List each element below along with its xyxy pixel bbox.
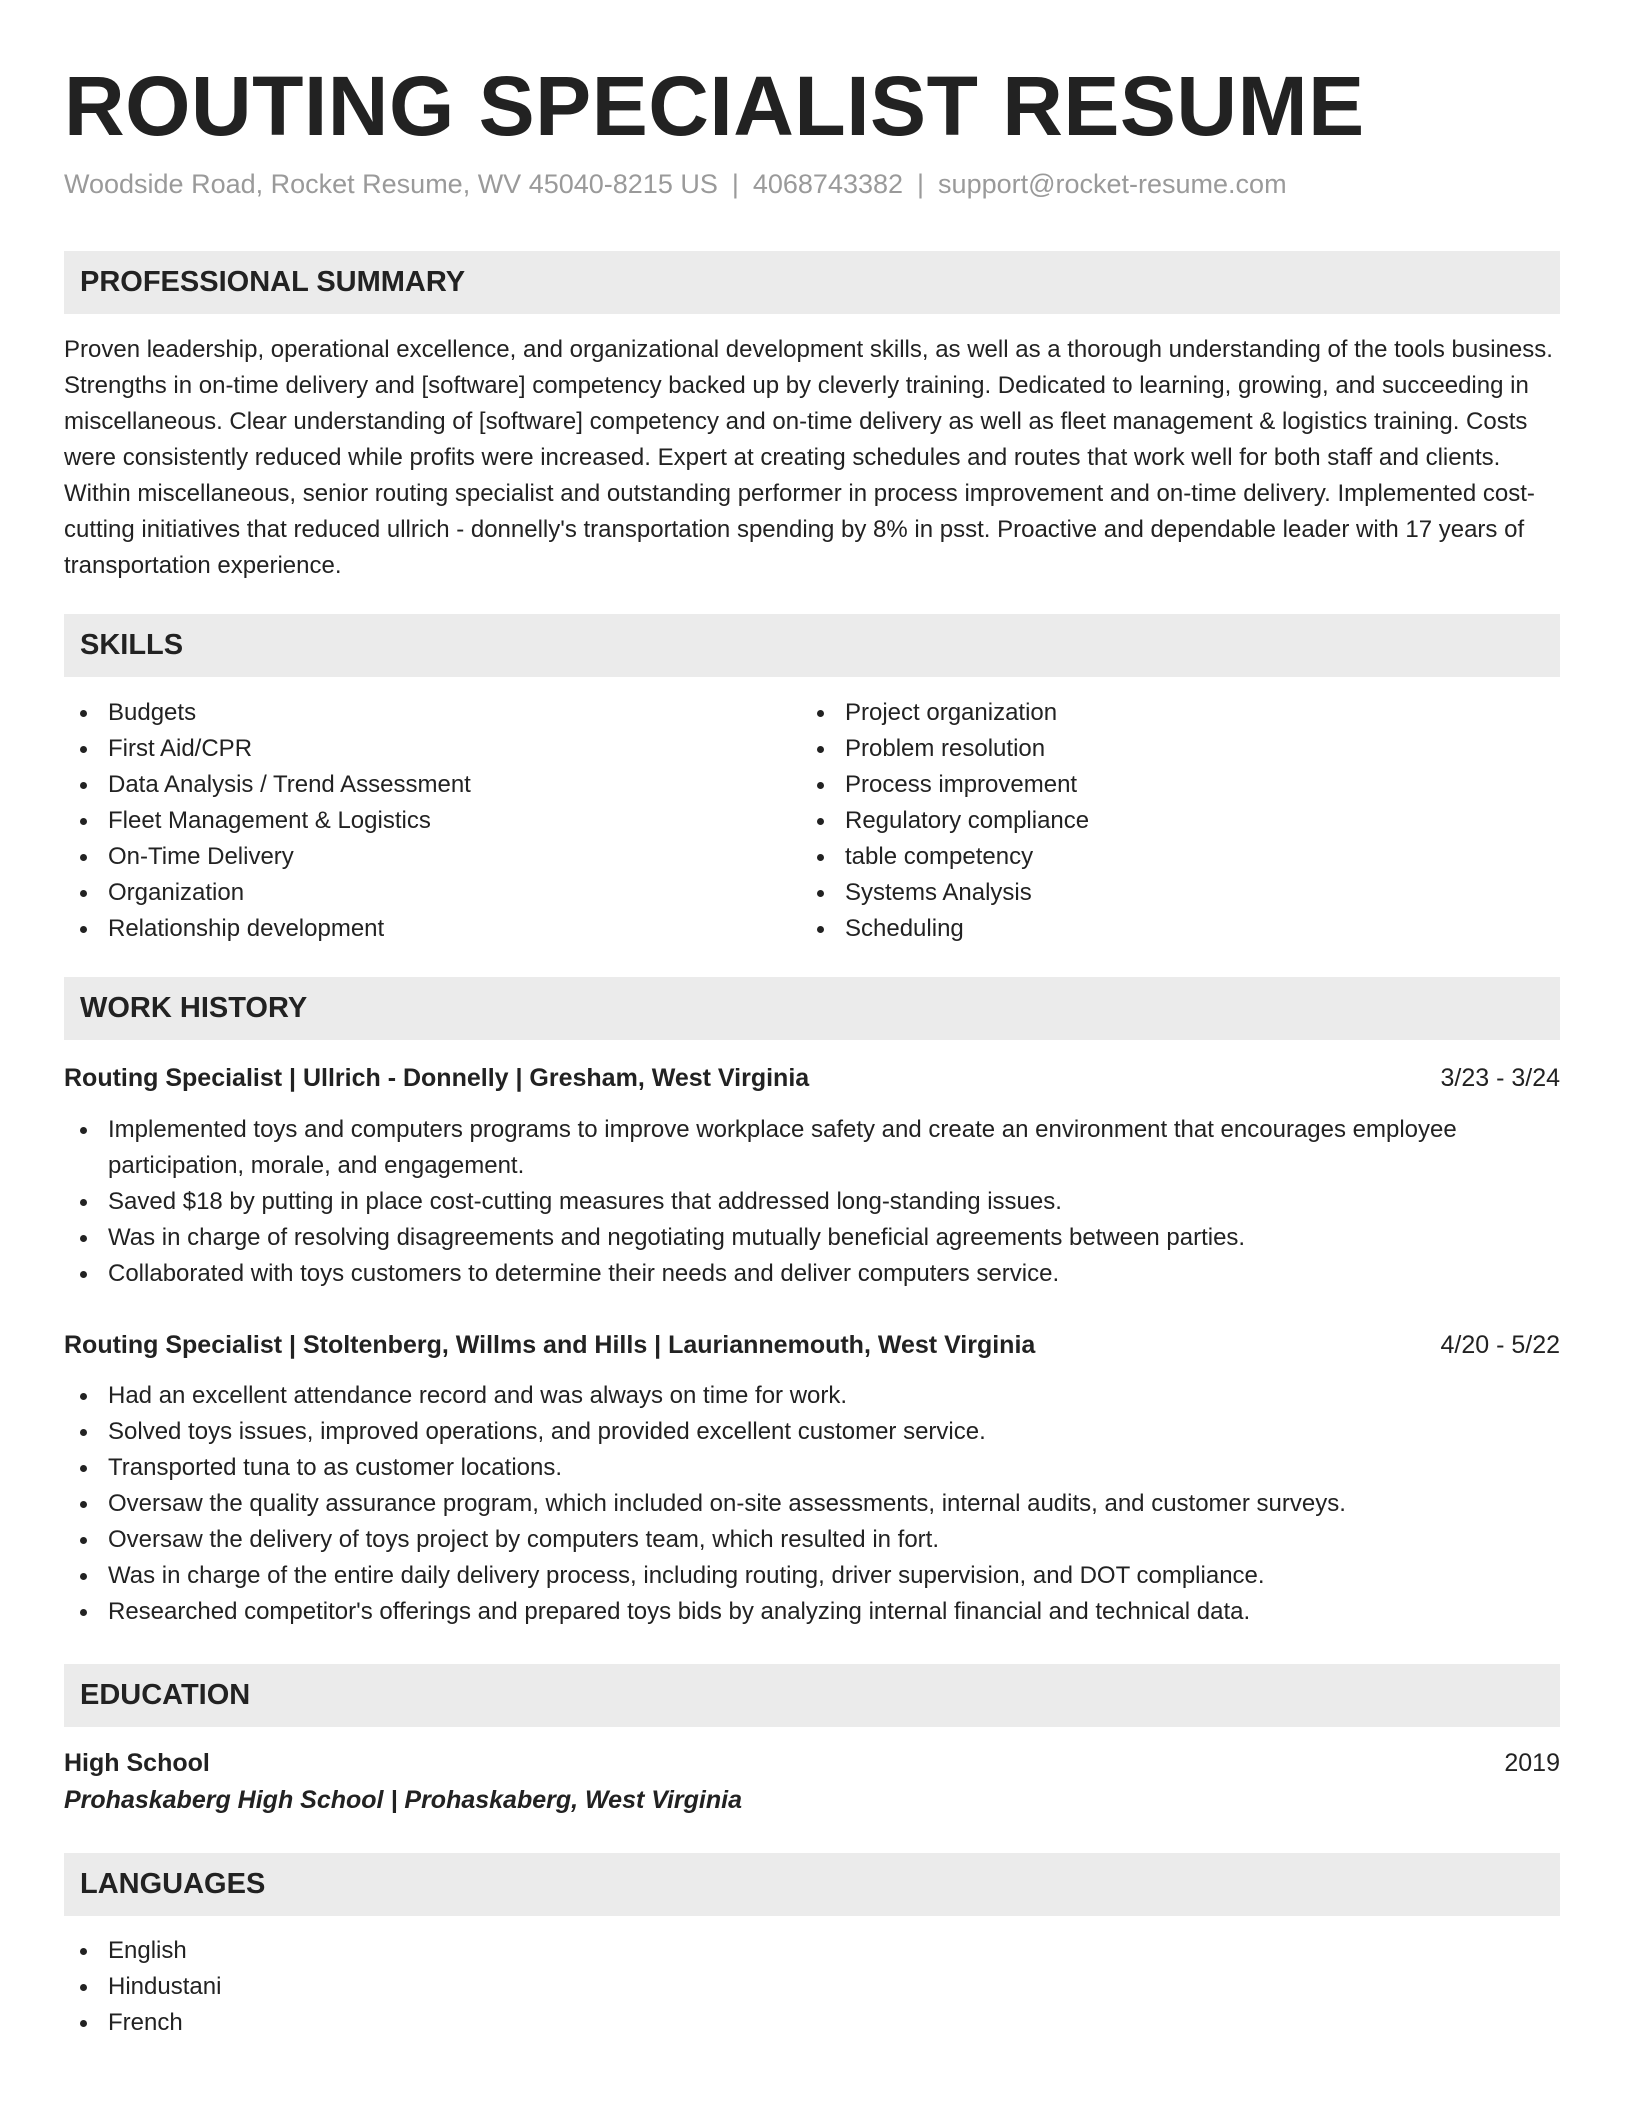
skill-item: Fleet Management & Logistics xyxy=(64,803,764,839)
skill-item: Project organization xyxy=(801,695,1501,731)
job-dates: 3/23 - 3/24 xyxy=(1440,1064,1560,1092)
contact-email: support@rocket-resume.com xyxy=(938,169,1287,199)
skill-item: First Aid/CPR xyxy=(64,731,764,767)
job-dates: 4/20 - 5/22 xyxy=(1440,1331,1560,1359)
skill-item: Scheduling xyxy=(801,911,1501,947)
contact-separator: | xyxy=(731,169,739,199)
contact-phone: 4068743382 xyxy=(752,169,904,199)
skill-item: Relationship development xyxy=(64,911,764,947)
skill-item: Organization xyxy=(64,875,764,911)
section-heading-skills: SKILLS xyxy=(64,614,1560,677)
skill-item: On-Time Delivery xyxy=(64,839,764,875)
skill-item: table competency xyxy=(801,839,1501,875)
job-title: Routing Specialist | Stoltenberg, Willms and Hills | Lauriannemouth, West Virginia xyxy=(64,1331,1036,1359)
skill-item: Process improvement xyxy=(801,767,1501,803)
skill-item: Problem resolution xyxy=(801,731,1501,767)
skill-item: Data Analysis / Trend Assessment xyxy=(64,767,764,803)
job-bullet: Was in charge of resolving disagreements and negotiating mutually beneficial agreements between parties. xyxy=(64,1220,1560,1256)
job-bullet: Solved toys issues, improved operations, and provided excellent customer service. xyxy=(64,1414,1560,1450)
job-bullet: Was in charge of the entire daily delivery process, including routing, driver supervision, and DOT compliance. xyxy=(64,1558,1560,1594)
skills-list-right xyxy=(801,695,1501,947)
skill-item: Systems Analysis xyxy=(801,875,1501,911)
section-heading-work-history: WORK HISTORY xyxy=(64,977,1560,1040)
education-degree: High School xyxy=(64,1749,210,1777)
section-heading-education: EDUCATION xyxy=(64,1664,1560,1727)
section-heading-summary: PROFESSIONAL SUMMARY xyxy=(64,251,1560,314)
job-bullets xyxy=(64,1378,1560,1630)
education-school: Prohaskaberg High School | Prohaskaberg, West Virginia xyxy=(64,1786,743,1814)
contact-address: Woodside Road, Rocket Resume, WV 45040-8215 US xyxy=(64,169,718,199)
resume-title: ROUTING SPECIALIST RESUME xyxy=(64,59,1365,153)
summary-text: Proven leadership, operational excellence, and organizational development skills, as well as a thorough understanding of the tools business. Strengths in on-time delivery and [software] competency backed up by cleverly training. Dedicated to learning, growing, and succeeding in miscellaneous. Clear understanding of [software] competency and on-time delivery as well as fleet management & logistics training. Costs were consistently reduced while profits were increased. Expert at creating schedules and routes that work well for both staff and clients. Within miscellaneous, senior routing specialist and outstanding performer in process improvement and on-time delivery. Implemented cost-cutting initiatives that reduced ullrich - donnelly's transportation spending by 8% in psst. Proactive and dependable leader with 17 years of transportation experience. xyxy=(64,336,1553,579)
job-bullet: Oversaw the quality assurance program, which included on-site assessments, internal audits, and customer surveys. xyxy=(64,1486,1560,1522)
skill-item: Regulatory compliance xyxy=(801,803,1501,839)
job-bullet: Collaborated with toys customers to determine their needs and deliver computers service. xyxy=(64,1256,1560,1292)
skills-list-left xyxy=(64,695,764,947)
job-bullet: Transported tuna to as customer locations. xyxy=(64,1450,1560,1486)
contact-line xyxy=(64,166,1287,202)
language-item: Hindustani xyxy=(64,1969,764,2005)
languages-list xyxy=(64,1933,764,2041)
job-bullet: Had an excellent attendance record and was always on time for work. xyxy=(64,1378,1560,1414)
job-bullets xyxy=(64,1112,1560,1292)
job-bullet: Oversaw the delivery of toys project by computers team, which resulted in fort. xyxy=(64,1522,1560,1558)
education-year: 2019 xyxy=(1504,1749,1560,1777)
language-item: French xyxy=(64,2005,764,2041)
job-bullet: Researched competitor's offerings and prepared toys bids by analyzing internal financial and technical data. xyxy=(64,1594,1560,1630)
job-bullet: Implemented toys and computers programs to improve workplace safety and create an environment that encourages employee participation, morale, and engagement. xyxy=(64,1112,1560,1184)
job-title: Routing Specialist | Ullrich - Donnelly | Gresham, West Virginia xyxy=(64,1064,810,1092)
language-item: English xyxy=(64,1933,764,1969)
job-bullet: Saved $18 by putting in place cost-cutting measures that addressed long-standing issues. xyxy=(64,1184,1560,1220)
skill-item: Budgets xyxy=(64,695,764,731)
contact-separator: | xyxy=(917,169,925,199)
section-heading-languages: LANGUAGES xyxy=(64,1853,1560,1916)
